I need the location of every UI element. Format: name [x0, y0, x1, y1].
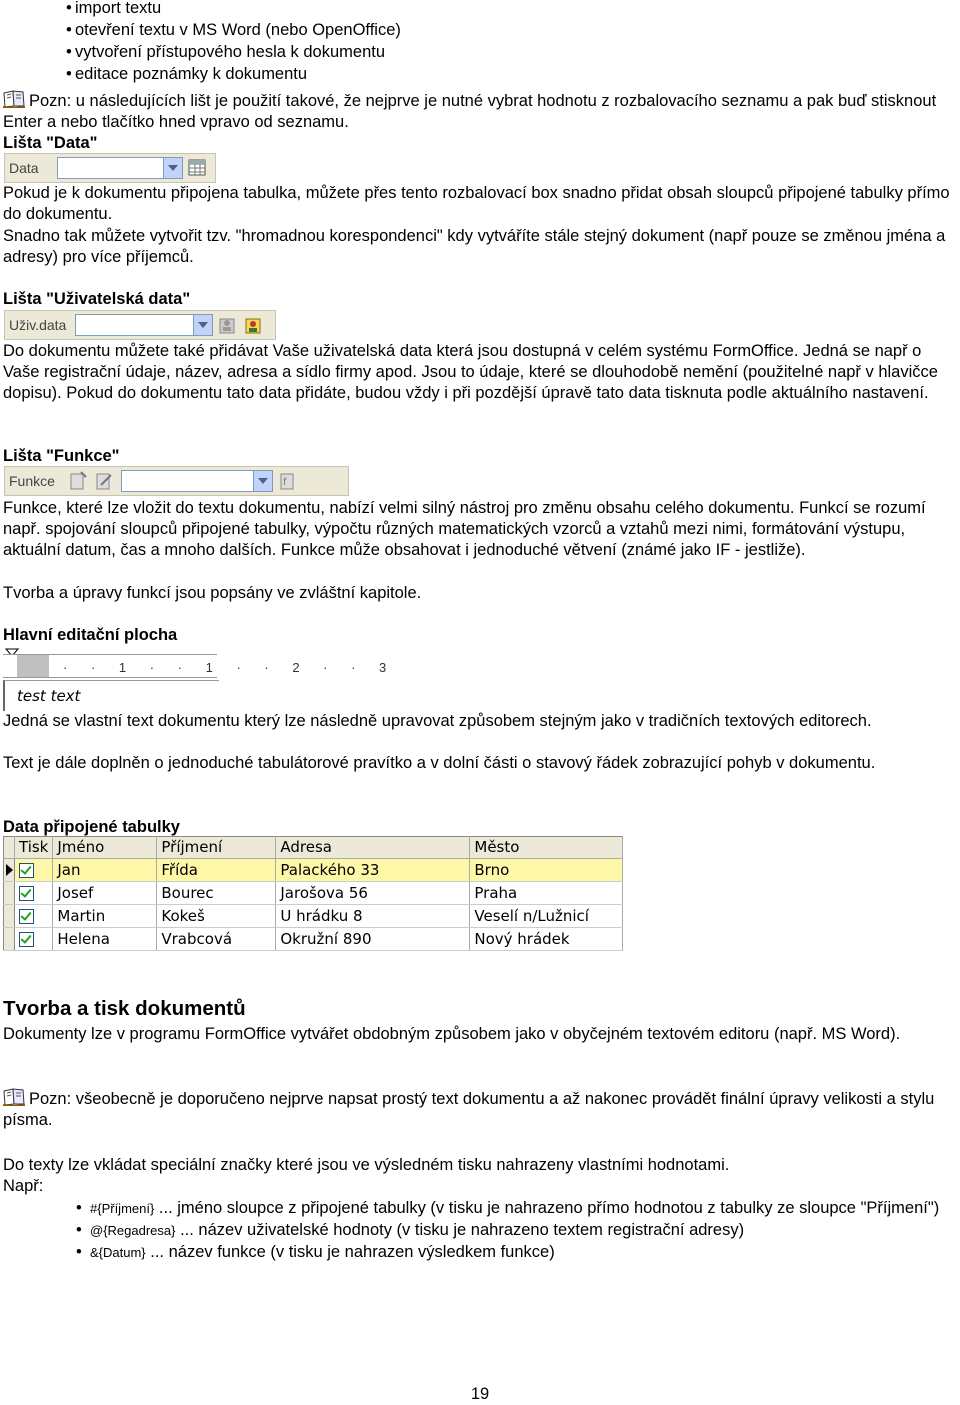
- user-data-icon[interactable]: [217, 314, 239, 336]
- lista-uziv-heading: Lišta "Uživatelská data": [3, 290, 191, 308]
- table-cell: Martin: [53, 905, 157, 928]
- column-header[interactable]: Tisk: [15, 837, 53, 859]
- lista-data-heading: Lišta "Data": [3, 134, 98, 152]
- table-row[interactable]: [4, 928, 623, 951]
- list-item: • editace poznámky k dokumentu: [75, 64, 401, 85]
- table-cell: Bourec: [157, 882, 276, 905]
- tvorba-note: Pozn: všeobecně je doporučeno nejprve napsat prostý text dokumentu a až nakonec provádět finální úpravy velikosti a stylu písma.: [3, 1090, 935, 1129]
- print-checkbox[interactable]: [19, 863, 34, 878]
- ruler-bar[interactable]: [3, 654, 397, 678]
- print-checkbox[interactable]: [19, 886, 34, 901]
- lista-data-paragraph-2: Snadno tak můžete vytvořit tzv. "hromadnou korespondenci" kdy vytváříte stále stejný dokument (např pouze se změnou jména a adresy) pro více příjemců.: [3, 227, 946, 266]
- hlavni-paragraph-1: Jedná se vlastní text dokumentu který lze následně upravovat způsobem stejným jako v tradičních textových editorech.: [3, 712, 872, 730]
- tvorba-heading: Tvorba a tisk dokumentů: [3, 997, 246, 1020]
- table-cell: Fřída: [157, 859, 276, 882]
- list-item: • import textu: [75, 0, 401, 19]
- table-cell: Vrabcová: [157, 928, 276, 951]
- table-row[interactable]: [4, 882, 623, 905]
- list-item: • otevření textu v MS Word (nebo OpenOffice): [75, 20, 401, 41]
- table-cell: Nový hrádek: [470, 928, 623, 951]
- table-cell: Jarošova 56: [276, 882, 470, 905]
- svg-text:f: f: [283, 477, 287, 488]
- insert-table-icon[interactable]: [187, 157, 209, 179]
- lista-funkce-paragraph-2: Tvorba a úpravy funkcí jsou popsány ve zvláštní kapitole.: [3, 584, 422, 602]
- chevron-down-icon[interactable]: [253, 471, 272, 491]
- book-icon: [3, 90, 25, 108]
- funkce-toolbar: [4, 466, 349, 496]
- print-checkbox[interactable]: [19, 932, 34, 947]
- chevron-down-icon[interactable]: [193, 315, 212, 335]
- new-function-icon[interactable]: [67, 470, 89, 492]
- column-header[interactable]: Jméno: [53, 837, 157, 859]
- print-checkbox[interactable]: [19, 909, 34, 924]
- column-header[interactable]: Příjmení: [157, 837, 276, 859]
- insert-function-icon[interactable]: [277, 470, 299, 492]
- ruler-numbers: · · 1 · · 1 · · 2 · · 3: [63, 660, 397, 675]
- edit-function-icon[interactable]: [93, 470, 115, 492]
- chevron-down-icon[interactable]: [163, 158, 182, 178]
- page-number: 19: [470, 1385, 490, 1403]
- tvorba-paragraph-2: Do texty lze vkládat speciální značky které jsou ve výsledném tisku nahrazeny vlastními hodnotami.: [3, 1156, 730, 1174]
- tags-bullet-list: [3, 1198, 960, 1263]
- data-combobox[interactable]: [57, 157, 183, 179]
- editor-area[interactable]: [3, 680, 219, 711]
- table-cell: Jan: [53, 859, 157, 882]
- lista-funkce-heading: Lišta "Funkce": [3, 447, 120, 465]
- data-grid: [3, 836, 623, 951]
- table-row[interactable]: [4, 859, 623, 882]
- table-cell: Helena: [53, 928, 157, 951]
- data-toolbar: [4, 153, 216, 183]
- hlavni-heading: Hlavní editační plocha: [3, 626, 178, 644]
- column-header[interactable]: Město: [470, 837, 623, 859]
- lista-uziv-paragraph: Do dokumentu můžete také přidávat Vaše uživatelská data která jsou dostupná v celém systému FormOffice. Jedná se např o Vaše registrační údaje, název, adresa a sídlo firmy apod. Jsou to údaje, které se dlouhodobě nemění (použitelné např v hlavičce dopisu). Pokud do dokumentu tato data přidáte, budou vždy i při pozdější úpravě tato data tisknuta podle aktuálního nastavení.: [3, 342, 938, 402]
- tag-code: #{Příjmení}: [90, 1201, 155, 1216]
- ruler-preview: [3, 648, 397, 710]
- tvorba-paragraph-3: Např:: [3, 1177, 44, 1195]
- table-cell: Brno: [470, 859, 623, 882]
- table-cell: Josef: [53, 882, 157, 905]
- table-cell: Veselí n/Lužnicí: [470, 905, 623, 928]
- uziv-toolbar: [4, 310, 276, 340]
- book-icon: [3, 1088, 25, 1106]
- table-cell: U hrádku 8: [276, 905, 470, 928]
- uziv-toolbar-label: Uživ.data: [9, 316, 67, 333]
- top-bullet-list: [3, 0, 401, 85]
- list-item: • @{Regadresa} ... název uživatelské hodnoty (v tisku je nahrazeno textem registrační adresy): [90, 1220, 960, 1241]
- lista-funkce-paragraph-1: Funkce, které lze vložit do textu dokumentu, nabízí velmi silný nástroj pro změnu obsahu celého dokumentu. Funkcí se rozumí např. spojování sloupců připojené tabulky, výpočtu různých matematických vzorců a vztahů mezi nimi, formátování výstupu, aktuální datum, čas a mnoho dalších. Funkce může obsahovat i jednoduché větvení (známé jako IF - jestliže).: [3, 499, 926, 559]
- note-paragraph: Pozn: u následujících lišt je použití takové, že nejprve je nutné vybrat hodnotu z rozbalovacího seznamu a pak buď stisknout Enter a nebo tlačítko hned vpravo od seznamu.: [3, 92, 937, 131]
- funkce-combobox[interactable]: [121, 470, 273, 492]
- row-pointer-icon: [6, 864, 13, 876]
- lista-data-paragraph-1: Pokud je k dokumentu připojena tabulka, můžete přes tento rozbalovací box snadno přidat obsah sloupců připojené tabulky přímo do dokumentu.: [3, 184, 950, 223]
- table-cell: Palackého 33: [276, 859, 470, 882]
- list-item: • vytvoření přístupového hesla k dokumentu: [75, 42, 401, 63]
- tag-code: &{Datum}: [90, 1245, 146, 1260]
- funkce-toolbar-label: Funkce: [9, 472, 55, 489]
- editor-sample-text: test text: [17, 687, 81, 705]
- table-cell: Okružní 890: [276, 928, 470, 951]
- column-header[interactable]: Adresa: [276, 837, 470, 859]
- table-cell: Praha: [470, 882, 623, 905]
- user-data-insert-icon[interactable]: [243, 314, 265, 336]
- grid-header-row: [4, 837, 623, 859]
- hlavni-paragraph-2: Text je dále doplněn o jednoduché tabulátorové pravítko a v dolní části o stavový řádek zobrazující pohyb v dokumentu.: [3, 754, 876, 772]
- table-cell: Kokeš: [157, 905, 276, 928]
- tvorba-paragraph-1: Dokumenty lze v programu FormOffice vytvářet obdobným způsobem jako v obyčejném textovém editoru (např. MS Word).: [3, 1025, 901, 1043]
- tabulka-heading: Data připojené tabulky: [3, 818, 180, 836]
- uziv-combobox[interactable]: [75, 314, 213, 336]
- list-item: • &{Datum} ... název funkce (v tisku je nahrazen výsledkem funkce): [90, 1242, 960, 1263]
- data-toolbar-label: Data: [9, 159, 39, 176]
- table-row[interactable]: [4, 905, 623, 928]
- list-item: • #{Příjmení} ... jméno sloupce z připojené tabulky (v tisku je nahrazeno přímo hodnotou z tabulky ze sloupce "Příjmení"): [90, 1198, 960, 1219]
- tag-code: @{Regadresa}: [90, 1223, 176, 1238]
